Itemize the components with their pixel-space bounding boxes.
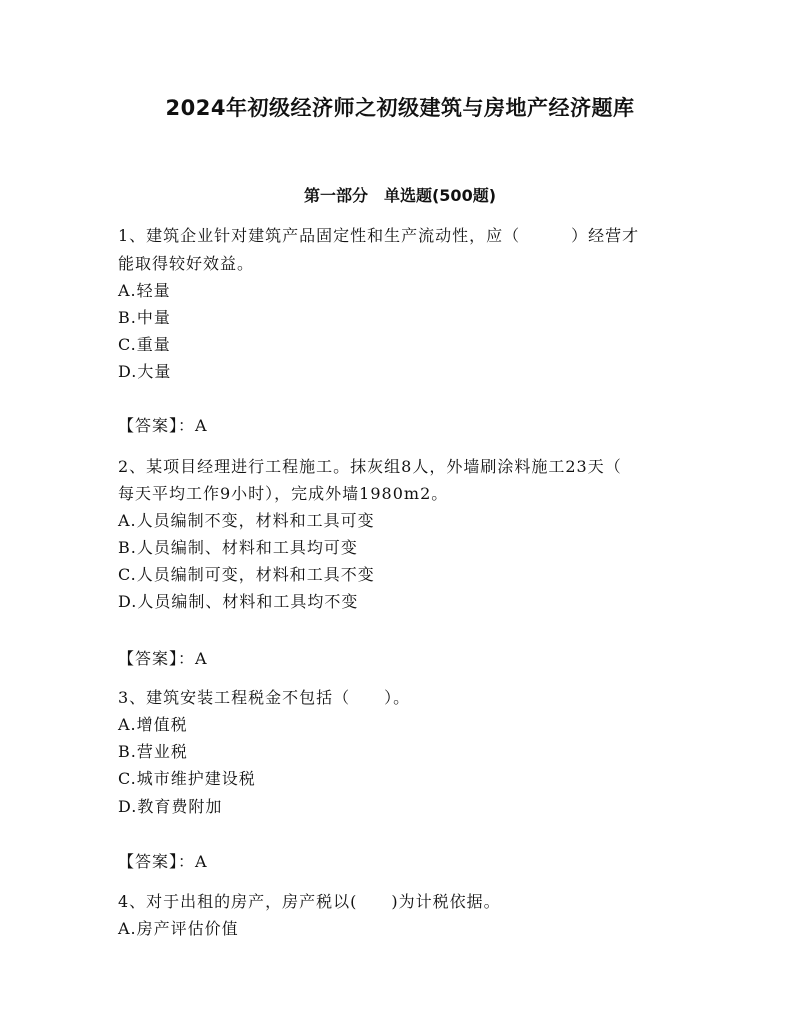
question-3-option-c: C.城市维护建设税 <box>118 769 256 788</box>
question-2-option-d: D.人员编制、材料和工具均不变 <box>118 592 359 611</box>
question-2-option-b: B.人员编制、材料和工具均可变 <box>118 538 358 557</box>
question-2-answer: 【答案】：A <box>118 649 208 668</box>
question-2-stem-line-2: 每天平均工作9小时），完成外墙1980m2。 <box>118 484 449 503</box>
question-1-stem-line-1: 1、建筑企业针对建筑产品固定性和生产流动性，应（ ）经营才 <box>118 226 640 245</box>
question-2-stem-line-1: 2、某项目经理进行工程施工。抹灰组8人，外墙刷涂料施工23天（ <box>118 457 622 476</box>
question-3-option-a: A.增值税 <box>118 715 188 734</box>
question-3-option-b: B.营业税 <box>118 742 188 761</box>
question-1-option-a: A.轻量 <box>118 281 171 300</box>
question-4-stem: 4、对于出租的房产，房产税以( )为计税依据。 <box>118 892 501 911</box>
question-1-answer: 【答案】：A <box>118 416 208 435</box>
question-3-stem: 3、建筑安装工程税金不包括（ ）。 <box>118 688 411 707</box>
question-3-option-d: D.教育费附加 <box>118 797 223 816</box>
question-2-option-c: C.人员编制可变，材料和工具不变 <box>118 565 375 584</box>
question-3-answer: 【答案】：A <box>118 852 208 871</box>
question-1-stem-line-2: 能取得较好效益。 <box>118 254 255 273</box>
question-1-option-b: B.中量 <box>118 308 171 327</box>
section-heading: 第一部分 单选题(500题) <box>303 186 497 205</box>
question-1-option-c: C.重量 <box>118 335 171 354</box>
question-1-option-d: D.大量 <box>118 362 172 381</box>
page-title: 2024年初级经济师之初级建筑与房地产经济题库 <box>165 96 635 120</box>
question-4-option-a: A.房产评估价值 <box>118 919 239 938</box>
question-2-option-a: A.人员编制不变，材料和工具可变 <box>118 511 375 530</box>
